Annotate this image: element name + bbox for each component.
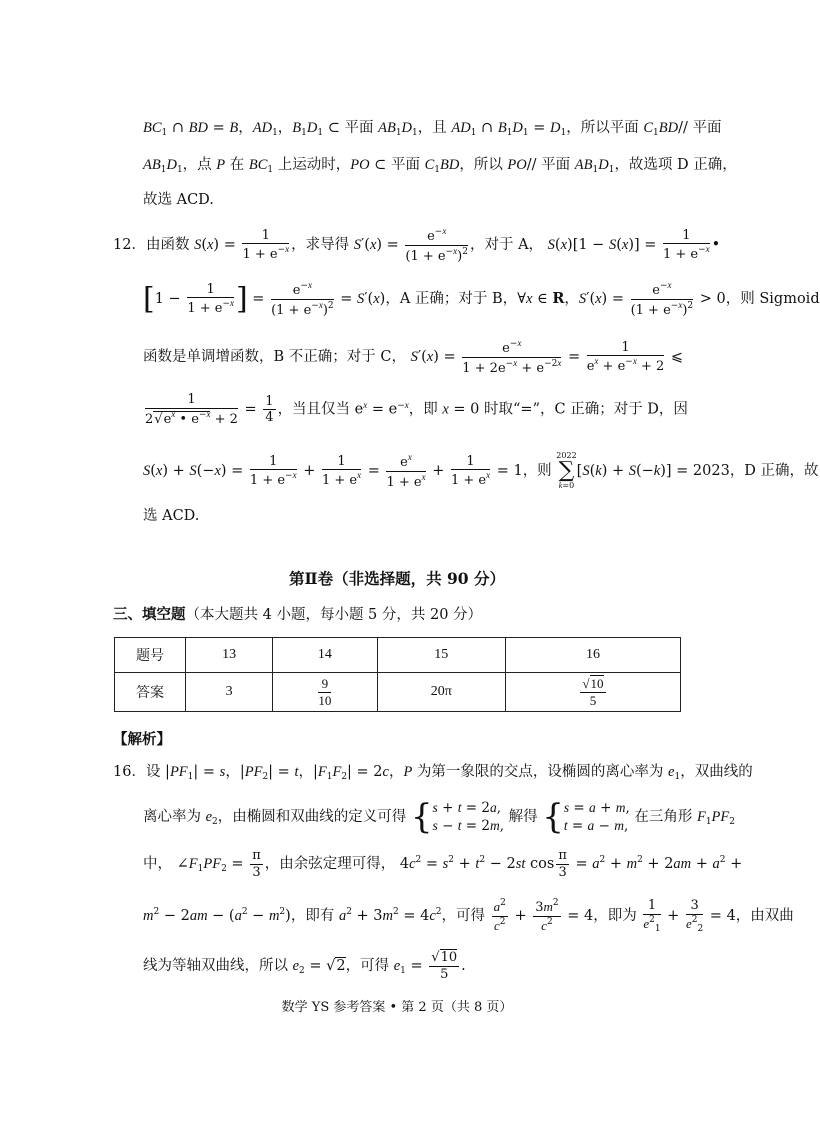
q12-line-4: $\frac{1}{2√e^x • e^{-x} + 2}$ = $\frac{1}{4}$ ，当且仅当 $e^x = e^{-x}$，即 x = 0 时取“=”，C 正确；对于 D，因 [145, 392, 688, 427]
q16-text: ，双曲线的 [680, 764, 753, 780]
q11-text: 上运动时， [277, 157, 351, 173]
q12-text: ，当且仅当 [277, 401, 351, 418]
q12-text: ，对于 A， [469, 237, 544, 254]
q16-text: ，可得 [441, 908, 485, 925]
q12-text: ，D 正确，故 [729, 463, 819, 480]
q12-text: ，则 Sigmoid [725, 291, 820, 308]
page-footer: 数学 YS 参考答案 • 第 2 页（共 8 页） [281, 1000, 513, 1015]
table-row-label: 答案 [115, 673, 186, 712]
q11-text: ，故选项 D 正确， [614, 157, 737, 173]
answer-15: 20π [377, 673, 505, 712]
table-header-cell: 题号 [115, 638, 186, 673]
q16-text: ，由余弦定理可得， [264, 856, 396, 873]
q12-number: 12． [113, 237, 146, 254]
q12-conclusion: 选 ACD. [143, 508, 200, 524]
answer-16 [505, 673, 680, 712]
q16-number: 16． [113, 764, 146, 780]
q16-text: 为第一象限的交点，设椭圆的离心率为 [416, 764, 664, 780]
section-heading-label: 三、填空题 [113, 606, 186, 623]
q16-text: 解得 [508, 809, 538, 825]
q12-text: ，即 [408, 401, 438, 418]
q16-line-4: $m^2 - 2am - (a^2 - m^2)$，即有 $a^2 + 3m^2 = 4c^2$，可得 $\frac{a^2}{c^2}$ + $\frac{3m^2}{c^2}$ = 4，即为 $\frac{1}{e^2_1}$ + $\frac{3}{e^2_2}$ = 4，由双曲 [143, 898, 794, 934]
q16-text: ，由双曲 [735, 908, 794, 925]
table-row [115, 638, 681, 673]
answer-14 [273, 673, 378, 712]
section-heading-note: （本大题共 4 小题，每小题 5 分，共 20 分） [185, 607, 483, 623]
table-header-cell: 15 [377, 638, 505, 673]
analysis-label: 【解析】 [113, 731, 171, 748]
q16-line-2: 离心率为 $e_2$，由椭圆和双曲线的定义可得 {s + t = 2a, s − t = 2m, 解得 {s = a + m, t = a − m, 在三角形 $F_1PF_2$ [143, 797, 735, 837]
fraction-9-10: $\frac{9}{10}$ [318, 675, 332, 708]
q16-line-1: 16．设 $|PF_1| = s$，$|PF_2| = t$，$|F_1F_2| = 2c$，P 为第一象限的交点，设椭圆的离心率为 $e_1$，双曲线的 [113, 764, 753, 782]
q16-line-3: 中， $\angle F_1PF_2$ = $\frac{\pi}{3}$ ，由余弦定理可得， $4c^2 = s^2 + t^2 - 2st$ cos $\frac{\pi}{3}$ = $a^2 + m^2 + 2am + a^2$ + [143, 848, 743, 880]
table-header-cell: 13 [186, 638, 273, 673]
q12-text: 由函数 [145, 237, 190, 254]
answer-13: 3 [186, 673, 273, 712]
q16-text: ，可得 [345, 958, 390, 975]
table-header-cell: 16 [505, 638, 680, 673]
table-header-cell: 14 [273, 638, 378, 673]
q16-text: ，即为 [593, 908, 637, 925]
q16-line-5: 线为等轴双曲线，所以 $e_2 = √2$，可得 $e_1$ = $\frac{√10}{5}$ . [143, 950, 466, 982]
q12-text: ，求导得 [291, 237, 350, 254]
answer-table [114, 637, 681, 712]
q16-text: ，由椭圆和双曲线的定义可得 [217, 809, 407, 825]
q11-text: ，所以平面 [566, 120, 639, 136]
table-row [115, 673, 681, 712]
section-title: 第Ⅱ卷（非选择题，共 90 分） [289, 569, 505, 588]
q16-text: 离心率为 [143, 809, 201, 825]
fraction-sqrt10-5: $\frac{√10}{5}$ [582, 675, 604, 708]
q11-line-1: $BC_1$ ∩ BD = B，$AD_1$，$B_1D_1$ ⊂ 平面 $AB_1D_1$，且 $AD_1$ ∩ $B_1D_1 = D_1$，所以平面 $C_1BD//$ 平面 [143, 120, 722, 138]
q12-line-5: S(x) + S(−x) = $\frac{1}{1 + e^{-x}}$ + $\frac{1}{1 + e^x}$ = $\frac{e^x}{1 + e^x}$ + $\frac{1}{1 + e^x}$ = 1，则 2022 ∑ k=0 [S(k) + S(−k)] = 2023，D 正确，故 [143, 451, 819, 491]
q12-text: 时取“=”，C 正确；对于 D，因 [484, 401, 688, 418]
q11-line-2: $AB_1D_1$，点 P 在 $BC_1$ 上运动时，PO ⊂ 平面 $C_1BD$，所以 PO// 平面 $AB_1D_1$，故选项 D 正确， [143, 157, 737, 175]
q12-text: ，则 [522, 463, 552, 480]
q12-line-2: [1 − $\frac{1}{1 + e^{-x}}$ ] = $\frac{e^{-x}}{(1 + e^{-x})^2}$ = S′(x)，A 正确；对于 B，∀x ∈ R，S′(x) = $\frac{e^{-x}}{(1 + e^{-x})^2}$ > 0，则 Sigmoid [143, 280, 820, 318]
q16-text: 中， [143, 856, 172, 873]
q11-text: ，所以 [459, 157, 503, 173]
q11-text: ，点 [182, 157, 212, 173]
q12-line-3: 函数是单调增函数，B 不正确；对于 C， S′(x) = $\frac{e^{-x}}{1 + 2e^{-x} + e^{-2x}}$ = $\frac{1}{e^x + e^{-x} + 2}$ ⩽ [143, 338, 684, 376]
q12-line-1: 12．由函数 S(x) = $\frac{1}{1 + e^{-x}}$ ，求导得 S′(x) = $\frac{e^{-x}}{(1 + e^{-x})^2}$ ，对于 A， S(x)[1 − S(x)] = $\frac{1}{1 + e^{-x}}$ • [113, 226, 721, 264]
q16-text: ，即有 [290, 908, 335, 925]
q16-text: 线为等轴双曲线，所以 [143, 958, 288, 975]
q16-text: 在三角形 [634, 809, 693, 825]
q12-text: ，A 正确；对于 B， [385, 291, 518, 308]
q11-conclusion: 故选 ACD. [143, 192, 214, 208]
section-heading [113, 603, 482, 624]
q12-text: 函数是单调增函数，B 不正确；对于 C， [143, 349, 406, 366]
